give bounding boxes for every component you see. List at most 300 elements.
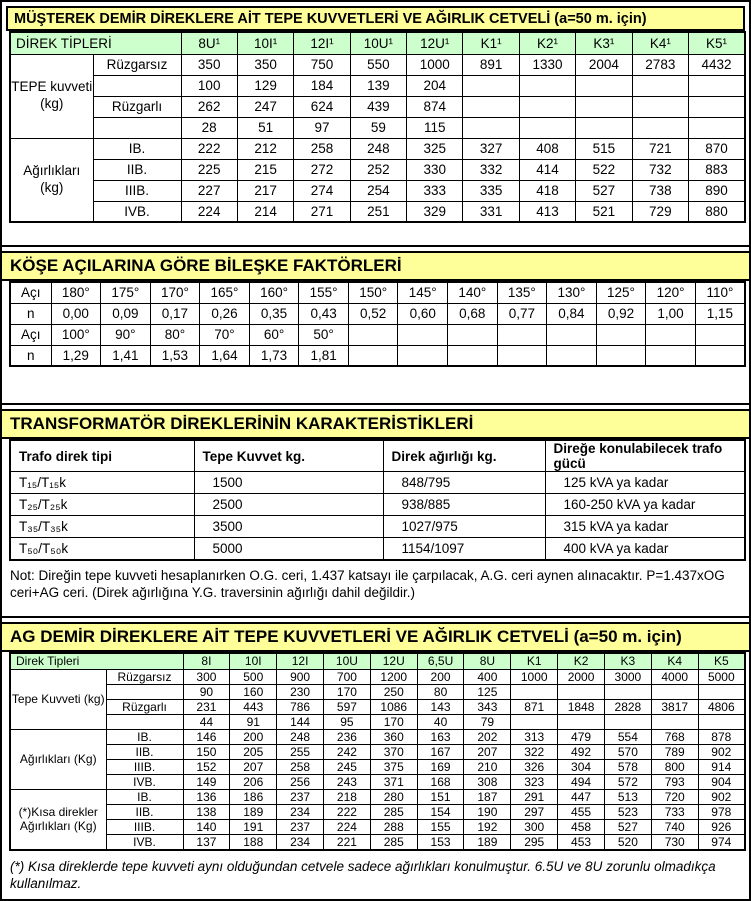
data-cell: 572: [604, 775, 651, 790]
column-header: Direk ağırlığı kg.: [383, 440, 545, 472]
section-divider: [2, 403, 749, 405]
data-cell: [632, 117, 688, 138]
row-label: IIB.: [106, 745, 183, 760]
data-cell: 150: [183, 745, 230, 760]
table-row: [10, 54, 745, 75]
table-corner-header: Direk Tipleri: [10, 653, 183, 670]
data-cell: 738: [632, 180, 688, 201]
data-cell: 0,60: [398, 303, 448, 324]
data-cell: 700: [324, 670, 371, 685]
table-row: [10, 516, 745, 538]
section4-title: AG DEMİR DİREKLERE AİT TEPE KUVVETLERİ VE AĞIRLIK CETVELİ (a=50 m. için): [2, 622, 749, 652]
data-cell: 443: [230, 700, 277, 715]
data-cell: 5000: [194, 538, 383, 560]
data-cell: 110°: [695, 282, 745, 303]
data-cell: 350: [237, 54, 293, 75]
data-cell: 167: [417, 745, 464, 760]
data-cell: [698, 715, 745, 730]
data-cell: 145°: [398, 282, 448, 303]
data-cell: 333: [407, 180, 463, 201]
row-label: IIB.: [93, 159, 181, 180]
data-cell: 291: [511, 790, 558, 805]
row-label: Rüzgarsız: [106, 670, 183, 685]
row-group-label: Ağırlıkları (kg): [10, 138, 93, 222]
data-cell: 1027/975: [383, 516, 545, 538]
data-cell: T₂₅/T₂₅k: [10, 494, 194, 516]
data-cell: 247: [237, 96, 293, 117]
mustereck-direk-table: [9, 31, 746, 223]
data-cell: 80°: [150, 324, 200, 345]
data-cell: 523: [604, 805, 651, 820]
data-cell: 187: [464, 790, 511, 805]
data-cell: 570: [604, 745, 651, 760]
data-cell: 331: [463, 201, 519, 222]
column-header: K2: [558, 653, 605, 670]
data-cell: 80: [417, 685, 464, 700]
data-cell: 1,00: [646, 303, 696, 324]
data-cell: 1,53: [150, 345, 200, 366]
data-cell: 188: [230, 835, 277, 851]
column-header: K4¹: [632, 32, 688, 54]
table-corner-header: DİREK TİPLERİ: [10, 32, 181, 54]
data-cell: 327: [463, 138, 519, 159]
column-header: K5¹: [689, 32, 745, 54]
data-cell: 170: [370, 715, 417, 730]
data-cell: 140°: [448, 282, 498, 303]
data-cell: 874: [407, 96, 463, 117]
data-cell: 206: [230, 775, 277, 790]
data-cell: 205: [230, 745, 277, 760]
data-cell: 234: [277, 805, 324, 820]
data-cell: 1,64: [200, 345, 250, 366]
table-row: [10, 538, 745, 560]
column-header: 12I¹: [294, 32, 350, 54]
data-cell: [398, 324, 448, 345]
data-cell: 160°: [249, 282, 299, 303]
data-cell: 207: [230, 760, 277, 775]
data-cell: 515: [576, 138, 632, 159]
table-row: [10, 345, 745, 366]
data-cell: 1848: [558, 700, 605, 715]
data-cell: [497, 345, 547, 366]
data-cell: 789: [651, 745, 698, 760]
data-cell: 207: [464, 745, 511, 760]
data-cell: 4000: [651, 670, 698, 685]
data-cell: 370: [370, 745, 417, 760]
data-cell: 1,15: [695, 303, 745, 324]
column-header: 12U: [370, 653, 417, 670]
data-cell: 624: [294, 96, 350, 117]
data-cell: 900: [277, 670, 324, 685]
data-cell: [519, 117, 575, 138]
row-label: [106, 685, 183, 700]
data-cell: 115: [407, 117, 463, 138]
column-header: 10U: [324, 653, 371, 670]
data-cell: 360: [370, 730, 417, 745]
data-cell: 335: [463, 180, 519, 201]
row-label: IVB.: [93, 201, 181, 222]
data-cell: 242: [324, 745, 371, 760]
data-cell: [463, 96, 519, 117]
data-cell: 878: [698, 730, 745, 745]
data-cell: 271: [294, 201, 350, 222]
data-cell: 750: [294, 54, 350, 75]
data-cell: 221: [324, 835, 371, 851]
data-cell: 237: [277, 790, 324, 805]
data-cell: 97: [294, 117, 350, 138]
column-header: Tepe Kuvvet kg.: [194, 440, 383, 472]
column-header: 6,5U: [417, 653, 464, 670]
data-cell: 3500: [194, 516, 383, 538]
data-cell: 0,52: [348, 303, 398, 324]
data-cell: [463, 75, 519, 96]
row-group-label: Ağırlıkları (Kg): [10, 730, 106, 790]
row-label: n: [10, 303, 51, 324]
data-cell: 60°: [249, 324, 299, 345]
row-label: Rüzgarlı: [106, 700, 183, 715]
row-group-label: Tepe Kuvveti (kg): [10, 670, 106, 730]
data-cell: 5000: [698, 670, 745, 685]
data-cell: 184: [294, 75, 350, 96]
data-cell: 137: [183, 835, 230, 851]
data-cell: 274: [294, 180, 350, 201]
data-cell: [689, 96, 745, 117]
data-cell: 325: [407, 138, 463, 159]
table-row: [10, 715, 745, 730]
data-cell: 322: [511, 745, 558, 760]
data-cell: 262: [181, 96, 237, 117]
data-cell: [547, 345, 597, 366]
data-cell: 323: [511, 775, 558, 790]
data-cell: 0,43: [299, 303, 349, 324]
data-cell: 168: [417, 775, 464, 790]
data-cell: 479: [558, 730, 605, 745]
data-cell: 447: [558, 790, 605, 805]
section-divider: [2, 616, 749, 618]
data-cell: 332: [463, 159, 519, 180]
data-cell: 870: [689, 138, 745, 159]
data-cell: 136: [183, 790, 230, 805]
data-cell: 926: [698, 820, 745, 835]
data-cell: 100°: [51, 324, 101, 345]
data-cell: 1086: [370, 700, 417, 715]
column-header: 10I: [230, 653, 277, 670]
data-cell: 28: [181, 117, 237, 138]
row-label: IB.: [93, 138, 181, 159]
data-cell: 1154/1097: [383, 538, 545, 560]
data-cell: [576, 75, 632, 96]
data-cell: 413: [519, 201, 575, 222]
data-cell: 1,81: [299, 345, 349, 366]
data-cell: 210: [464, 760, 511, 775]
data-cell: T₅₀/T₅₀k: [10, 538, 194, 560]
data-cell: 297: [511, 805, 558, 820]
table-row: [10, 494, 745, 516]
row-label: IIIB.: [106, 820, 183, 835]
data-cell: 180°: [51, 282, 101, 303]
data-cell: 237: [277, 820, 324, 835]
data-cell: [651, 715, 698, 730]
data-cell: 304: [558, 760, 605, 775]
row-label: [93, 117, 181, 138]
data-cell: 721: [632, 138, 688, 159]
table-row: [10, 700, 745, 715]
data-cell: 492: [558, 745, 605, 760]
table-row: [10, 472, 745, 494]
data-cell: 150°: [348, 282, 398, 303]
data-cell: 152: [183, 760, 230, 775]
data-cell: 315 kVA ya kadar: [545, 516, 745, 538]
data-cell: 245: [324, 760, 371, 775]
data-cell: 51: [237, 117, 293, 138]
column-header: 8I: [183, 653, 230, 670]
data-cell: 330: [407, 159, 463, 180]
data-cell: 224: [181, 201, 237, 222]
data-cell: [558, 685, 605, 700]
data-cell: 217: [237, 180, 293, 201]
data-cell: 978: [698, 805, 745, 820]
data-cell: 95: [324, 715, 371, 730]
data-cell: 272: [294, 159, 350, 180]
data-cell: 527: [604, 820, 651, 835]
data-cell: 0,84: [547, 303, 597, 324]
data-cell: 144: [277, 715, 324, 730]
data-cell: 151: [417, 790, 464, 805]
data-cell: 224: [324, 820, 371, 835]
data-cell: 793: [651, 775, 698, 790]
data-cell: 550: [350, 54, 406, 75]
transformator-table: [9, 439, 746, 561]
data-cell: [695, 345, 745, 366]
table-row: [10, 138, 745, 159]
data-cell: 222: [181, 138, 237, 159]
table-row: [10, 745, 745, 760]
data-cell: 554: [604, 730, 651, 745]
data-cell: 170°: [150, 282, 200, 303]
data-cell: 904: [698, 775, 745, 790]
data-cell: 256: [277, 775, 324, 790]
data-cell: 2000: [558, 670, 605, 685]
data-cell: 186: [230, 790, 277, 805]
data-cell: 90: [183, 685, 230, 700]
data-cell: 527: [576, 180, 632, 201]
data-cell: 236: [324, 730, 371, 745]
data-cell: [511, 685, 558, 700]
data-cell: 1,73: [249, 345, 299, 366]
table-row: [10, 685, 745, 700]
row-group-label: TEPE kuvveti (kg): [10, 54, 93, 138]
data-cell: 400 kVA ya kadar: [545, 538, 745, 560]
data-cell: 350: [181, 54, 237, 75]
data-cell: 300: [183, 670, 230, 685]
column-header: 12I: [277, 653, 324, 670]
data-cell: 59: [350, 117, 406, 138]
data-cell: 500: [230, 670, 277, 685]
data-cell: [604, 715, 651, 730]
data-cell: [558, 715, 605, 730]
data-cell: [646, 345, 696, 366]
column-header: K4: [651, 653, 698, 670]
data-cell: 285: [370, 805, 417, 820]
data-cell: 597: [324, 700, 371, 715]
table-row: [10, 775, 745, 790]
data-cell: 902: [698, 745, 745, 760]
row-label: IVB.: [106, 775, 183, 790]
data-cell: 0,68: [448, 303, 498, 324]
data-cell: 44: [183, 715, 230, 730]
data-cell: 890: [689, 180, 745, 201]
data-cell: 786: [277, 700, 324, 715]
data-cell: 218: [324, 790, 371, 805]
data-cell: 4432: [689, 54, 745, 75]
data-cell: 400: [464, 670, 511, 685]
data-cell: 129: [237, 75, 293, 96]
data-cell: [651, 685, 698, 700]
data-cell: 578: [604, 760, 651, 775]
data-cell: 79: [464, 715, 511, 730]
data-cell: 251: [350, 201, 406, 222]
row-label: IB.: [106, 730, 183, 745]
data-cell: [576, 117, 632, 138]
column-header: 8U¹: [181, 32, 237, 54]
data-cell: 248: [277, 730, 324, 745]
data-cell: 215: [237, 159, 293, 180]
data-cell: 212: [237, 138, 293, 159]
data-cell: 202: [464, 730, 511, 745]
data-cell: 175°: [101, 282, 151, 303]
data-cell: 146: [183, 730, 230, 745]
data-cell: 153: [417, 835, 464, 851]
kose-acilari-table: [9, 281, 746, 367]
data-cell: 160-250 kVA ya kadar: [545, 494, 745, 516]
table-row: [10, 303, 745, 324]
data-cell: 285: [370, 835, 417, 851]
data-cell: 138: [183, 805, 230, 820]
data-cell: 313: [511, 730, 558, 745]
table-row: [10, 282, 745, 303]
table-row: [10, 760, 745, 775]
row-label: IVB.: [106, 835, 183, 851]
column-header: Trafo direk tipi: [10, 440, 194, 472]
table-row: [10, 835, 745, 851]
data-cell: 326: [511, 760, 558, 775]
data-cell: 139: [350, 75, 406, 96]
data-cell: 135°: [497, 282, 547, 303]
row-label: IB.: [106, 790, 183, 805]
data-cell: 154: [417, 805, 464, 820]
row-label: [93, 75, 181, 96]
data-cell: 4806: [698, 700, 745, 715]
data-cell: 189: [230, 805, 277, 820]
data-cell: [632, 96, 688, 117]
data-cell: 165°: [200, 282, 250, 303]
data-cell: 254: [350, 180, 406, 201]
data-cell: 0,77: [497, 303, 547, 324]
ag-direk-table: [9, 652, 746, 852]
data-cell: [695, 324, 745, 345]
data-cell: 155: [417, 820, 464, 835]
data-cell: 300: [511, 820, 558, 835]
data-cell: T₃₅/T₃₅k: [10, 516, 194, 538]
data-cell: 521: [576, 201, 632, 222]
data-cell: 125: [464, 685, 511, 700]
data-cell: 883: [689, 159, 745, 180]
data-cell: 125°: [596, 282, 646, 303]
data-cell: 871: [511, 700, 558, 715]
data-cell: 902: [698, 790, 745, 805]
data-cell: [511, 715, 558, 730]
column-header: 12U¹: [407, 32, 463, 54]
data-cell: 329: [407, 201, 463, 222]
data-cell: 248: [350, 138, 406, 159]
table-row: [10, 324, 745, 345]
data-cell: [604, 685, 651, 700]
data-cell: 974: [698, 835, 745, 851]
column-header: K1: [511, 653, 558, 670]
data-cell: 155°: [299, 282, 349, 303]
data-cell: 0,00: [51, 303, 101, 324]
column-header: Direğe konulabilecek trafo gücü: [545, 440, 745, 472]
data-cell: 140: [183, 820, 230, 835]
data-cell: [463, 117, 519, 138]
section2-title: KÖŞE AÇILARINA GÖRE BİLEŞKE FAKTÖRLERİ: [2, 251, 749, 281]
data-cell: 513: [604, 790, 651, 805]
table-row: [10, 180, 745, 201]
data-cell: 439: [350, 96, 406, 117]
data-cell: [596, 345, 646, 366]
data-cell: [497, 324, 547, 345]
data-cell: 250: [370, 685, 417, 700]
data-cell: 252: [350, 159, 406, 180]
data-cell: 2004: [576, 54, 632, 75]
table-row: [10, 730, 745, 745]
data-cell: 2828: [604, 700, 651, 715]
data-cell: 50°: [299, 324, 349, 345]
data-cell: 1,41: [101, 345, 151, 366]
data-cell: [519, 75, 575, 96]
data-cell: T₁₅/T₁₅k: [10, 472, 194, 494]
data-cell: 720: [651, 790, 698, 805]
data-cell: 494: [558, 775, 605, 790]
column-header: K3¹: [576, 32, 632, 54]
data-cell: 0,09: [101, 303, 151, 324]
transformator-note: Not: Direğin tepe kuvveti hesaplanırken O.G. ceri, 1.437 katsayı ile çarpılacak, A.G. ceri aynen alınacaktır. P=1.437xOG ceri+AG ceri. (Direk ağırlığına Y.G. traversinin ağırlığı dahil değildir.): [10, 567, 725, 601]
data-cell: 308: [464, 775, 511, 790]
data-cell: 120°: [646, 282, 696, 303]
row-label: IIIB.: [106, 760, 183, 775]
table-row: [10, 159, 745, 180]
data-cell: 729: [632, 201, 688, 222]
data-cell: 222: [324, 805, 371, 820]
data-cell: 343: [464, 700, 511, 715]
data-cell: 234: [277, 835, 324, 851]
data-cell: 0,17: [150, 303, 200, 324]
data-cell: 91: [230, 715, 277, 730]
data-cell: 189: [464, 835, 511, 851]
data-cell: 169: [417, 760, 464, 775]
data-cell: 880: [689, 201, 745, 222]
data-cell: 227: [181, 180, 237, 201]
table-row: [10, 670, 745, 685]
row-label: Rüzgarlı: [93, 96, 181, 117]
section-divider: [2, 245, 749, 247]
data-cell: 243: [324, 775, 371, 790]
data-cell: 160: [230, 685, 277, 700]
data-cell: 371: [370, 775, 417, 790]
data-cell: 170: [324, 685, 371, 700]
table-row: [10, 790, 745, 805]
data-cell: 3817: [651, 700, 698, 715]
